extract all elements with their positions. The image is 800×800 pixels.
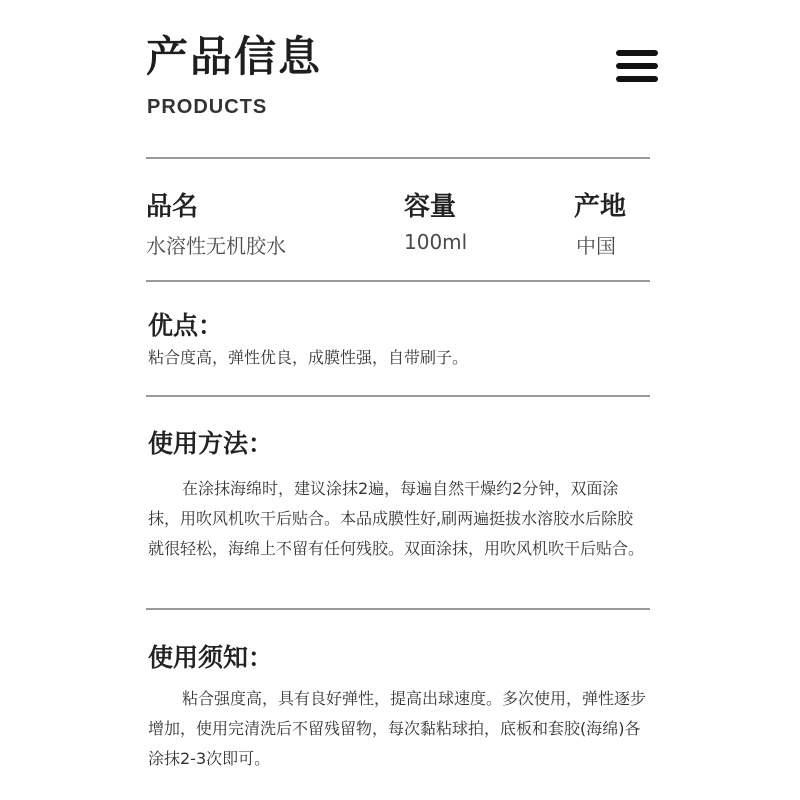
notes-heading: 使用须知： [148, 643, 274, 672]
divider-specs [146, 280, 650, 282]
product-name-label: 品名 [146, 192, 199, 222]
divider-usage [146, 608, 650, 610]
page-subtitle: PRODUCTS [147, 96, 268, 118]
hamburger-menu-icon[interactable] [616, 50, 658, 82]
menu-bar-top [616, 50, 658, 56]
divider-top [146, 157, 650, 159]
usage-heading: 使用方法： [148, 429, 274, 458]
notes-text: 粘合强度高，具有良好弹性，提高出球速度。多次使用，弹性逐步增加，使用完清洗后不留残留物，每次黏粘球拍，底板和套胶(海绵)各涂抹2-3次即可。 [148, 689, 647, 768]
page-title: 产品信息 [146, 32, 323, 81]
origin-value: 中国 [576, 234, 616, 258]
advantages-heading: 优点： [148, 311, 224, 340]
advantages-text: 粘合度高，弹性优良，成膜性强，自带刷子。 [148, 348, 469, 367]
usage-text: 在涂抹海绵时，建议涂抹2遍，每遍自然干燥约2分钟，双面涂抹，用吹风机吹干后贴合。本品成膜性好,刷两遍挺拔水溶胶水后除胶就很轻松，海绵上不留有任何残胶。双面涂抹，用吹风机吹干后贴合。 [148, 479, 645, 558]
divider-advantages [146, 395, 650, 397]
menu-bar-middle [616, 63, 658, 69]
capacity-label: 容量 [404, 192, 457, 222]
menu-bar-bottom [616, 76, 658, 82]
capacity-value: 100ml [404, 230, 468, 254]
origin-label: 产地 [574, 192, 627, 222]
product-name-value: 水溶性无机胶水 [146, 234, 286, 258]
